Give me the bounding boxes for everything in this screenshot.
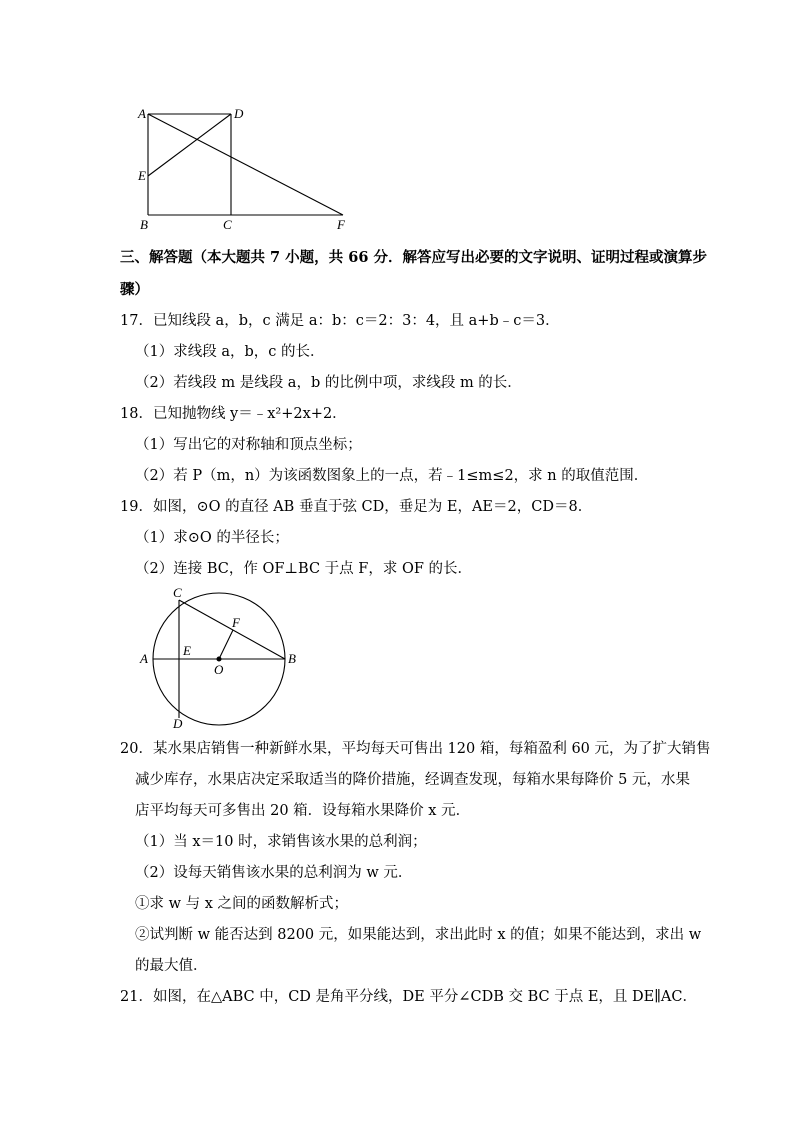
q20-sub2-cont: 的最大值． — [135, 958, 208, 974]
label-E: E — [138, 168, 146, 183]
label-A: A — [140, 651, 148, 666]
segment-AF — [148, 114, 343, 215]
segment-OF — [219, 630, 233, 659]
circle-geometry-figure — [130, 585, 310, 730]
q17-part2: （2）若线段 m 是线段 a，b 的比例中项，求线段 m 的长． — [135, 375, 522, 391]
q20-sub2: ②试判断 w 能否达到 8200 元，如果能达到，求出此时 x 的值；如果不能达到，求出 w — [135, 927, 702, 943]
label-O: O — [214, 662, 224, 677]
q17-stem: 17．已知线段 a，b，c 满足 a：b：c＝2：3：4，且 a+b﹣c＝3． — [120, 313, 560, 329]
q17-part1: （1）求线段 a，b，c 的长． — [135, 344, 325, 360]
q19-part2: （2）连接 BC，作 OF⊥BC 于点 F，求 OF 的长． — [135, 561, 473, 577]
q19-part1: （1）求⊙O 的半径长； — [135, 530, 289, 546]
top-geometry-figure — [130, 100, 360, 235]
q21-stem: 21．如图，在△ABC 中，CD 是角平分线，DE 平分∠CDB 交 BC 于点 E，且 DE∥AC． — [120, 989, 697, 1005]
q19-stem: 19．如图，⊙O 的直径 AB 垂直于弦 CD，垂足为 E，AE＝2，CD＝8． — [120, 499, 593, 515]
q20-sub1: ①求 w 与 x 之间的函数解析式； — [135, 896, 349, 912]
q20-line1: 20．某水果店销售一种新鲜水果，平均每天可售出 120 箱，每箱盈利 60 元，为了扩大销售 — [120, 741, 711, 757]
q18-part2: （2）若 P（m，n）为该函数图象上的一点，若﹣1≤m≤2，求 n 的取值范围． — [135, 468, 649, 484]
q18-part1: （1）写出它的对称轴和顶点坐标； — [135, 437, 362, 453]
label-F: F — [232, 615, 240, 630]
label-B: B — [140, 217, 148, 232]
label-C: C — [223, 217, 232, 232]
center-point-O — [217, 657, 221, 661]
q20-line3: 店平均每天可多售出 20 箱．设每箱水果降价 x 元． — [135, 803, 471, 819]
label-E: E — [183, 643, 191, 658]
label-C: C — [173, 585, 182, 600]
label-B: B — [288, 651, 296, 666]
label-A: A — [138, 106, 146, 121]
label-D: D — [173, 716, 183, 730]
q20-line2: 减少库存，水果店决定采取适当的降价措施，经调查发现，每箱水果每降价 5 元，水果 — [135, 772, 690, 788]
section-heading: 三、解答题（本大题共 7 小题，共 66 分．解答应写出必要的文字说明、证明过程或演算步 — [120, 249, 707, 266]
label-D: D — [234, 106, 244, 121]
q20-part1: （1）当 x＝10 时，求销售该水果的总利润； — [135, 834, 427, 850]
q20-part2: （2）设每天销售该水果的总利润为 w 元． — [135, 865, 413, 881]
section-heading-cont: 骤） — [120, 281, 149, 298]
label-F: F — [337, 217, 345, 232]
q18-stem: 18．已知抛物线 y＝﹣x²+2x+2． — [120, 406, 347, 422]
segment-ED — [148, 114, 231, 176]
